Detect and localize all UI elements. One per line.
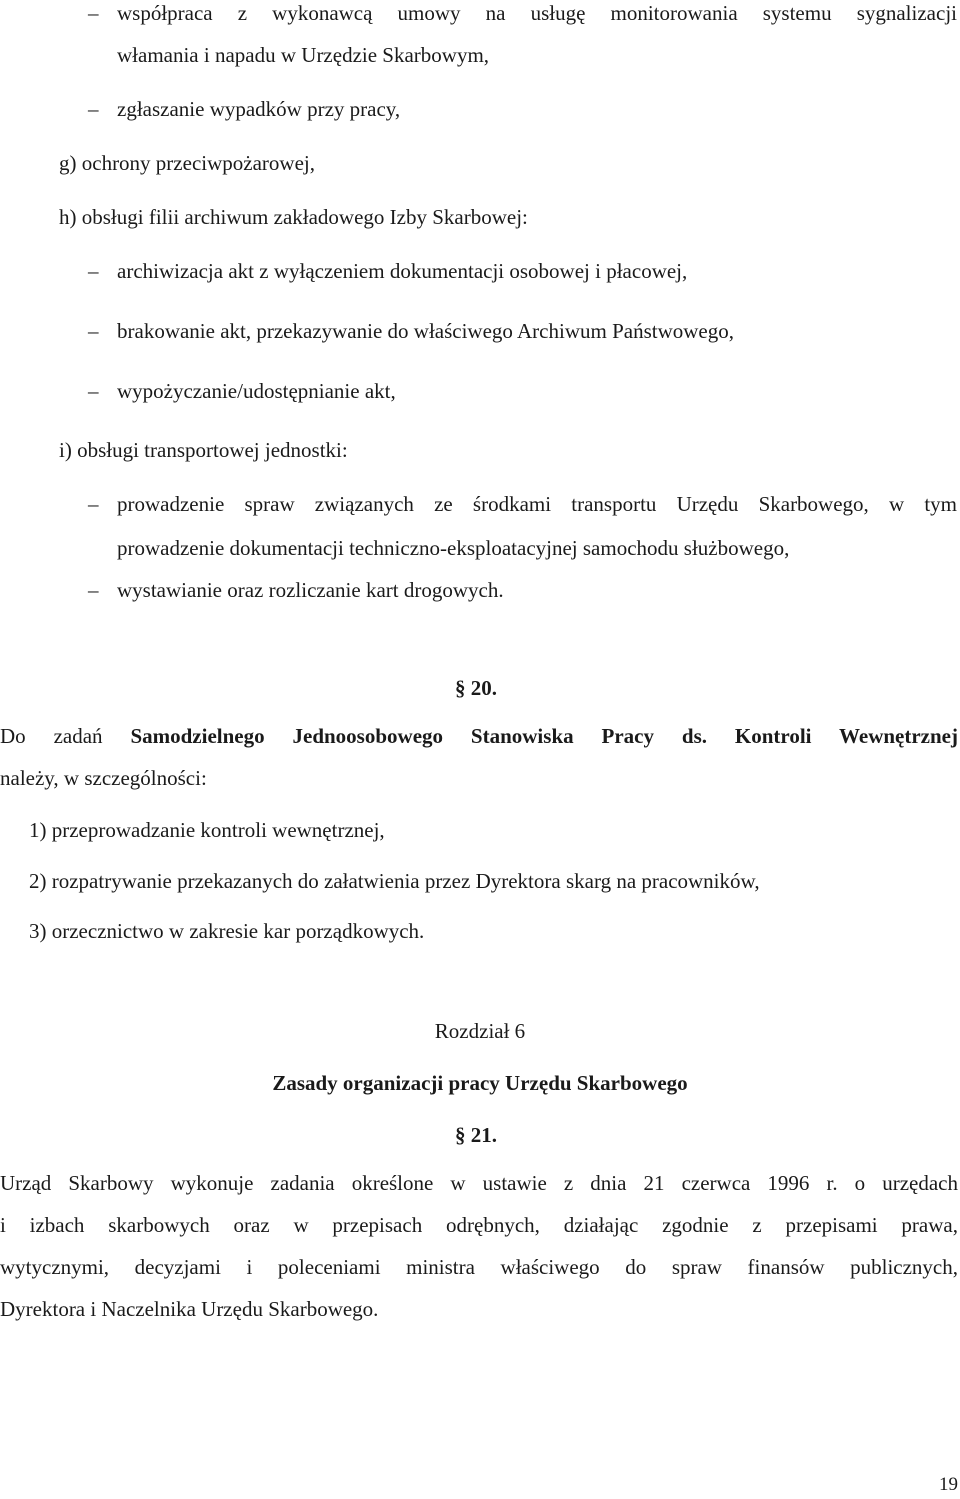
section-20-intro <box>0 723 958 749</box>
list-dash: – <box>88 492 99 516</box>
intro-bold: Samodzielnego Jednoosobowego Stanowiska Pracy ds. Kontroli Wewnętrznej <box>130 724 958 748</box>
section-21-paragraph <box>0 1170 958 1338</box>
list-item-text: wypożyczanie/udostępnianie akt, <box>117 379 396 403</box>
list-item-text: brakowanie akt, przekazywanie do właściwego Archiwum Państwowego, <box>117 319 734 343</box>
page-number: 19 <box>939 1474 958 1495</box>
list-dash: – <box>88 379 99 403</box>
list-item-text: włamania i napadu w Urzędzie Skarbowym, <box>117 43 490 67</box>
list-item-i: i) obsługi transportowej jednostki: <box>59 438 348 462</box>
list-item-text: zgłaszanie wypadków przy pracy, <box>117 97 401 121</box>
paragraph-line: Dyrektora i Naczelnika Urzędu Skarbowego. <box>0 1297 379 1321</box>
section-20-mark: § 20. <box>455 676 497 700</box>
section-20-intro-suffix: należy, w szczególności: <box>0 766 207 790</box>
list-item-text: prowadzenie spraw związanych ze środkami transportu Urzędu Skarbowego, w tym <box>117 492 957 516</box>
list-dash: – <box>88 97 99 121</box>
list-item-text: wystawianie oraz rozliczanie kart drogowych. <box>117 578 504 602</box>
list-dash: – <box>88 578 99 602</box>
list-item-text: archiwizacja akt z wyłączeniem dokumentacji osobowej i płacowej, <box>117 259 688 283</box>
list-dash: – <box>88 319 99 343</box>
chapter-title: Zasady organizacji pracy Urzędu Skarbowego <box>272 1071 688 1095</box>
list-item-text: współpraca z wykonawcą umowy na usługę monitorowania systemu sygnalizacji <box>117 1 957 25</box>
section-20-item: 2) rozpatrywanie przekazanych do załatwienia przez Dyrektora skarg na pracowników, <box>29 869 760 893</box>
section-20-item: 1) przeprowadzanie kontroli wewnętrznej, <box>29 818 385 842</box>
section-20-item: 3) orzecznictwo w zakresie kar porządkowych. <box>29 919 425 943</box>
list-item-h: h) obsługi filii archiwum zakładowego Izby Skarbowej: <box>59 205 528 229</box>
list-item-g: g) ochrony przeciwpożarowej, <box>59 151 315 175</box>
list-dash: – <box>88 259 99 283</box>
list-dash: – <box>88 1 99 25</box>
paragraph-line: i izbach skarbowych oraz w przepisach odrębnych, działając zgodnie z przepisami prawa, <box>0 1213 958 1237</box>
chapter-number: Rozdział 6 <box>434 1019 526 1043</box>
list-item-text: prowadzenie dokumentacji techniczno-eksploatacyjnej samochodu służbowego, <box>117 536 790 560</box>
paragraph-line: Urząd Skarbowy wykonuje zadania określone w ustawie z dnia 21 czerwca 1996 r. o urzędach <box>0 1171 958 1195</box>
section-21-mark: § 21. <box>455 1123 497 1147</box>
paragraph-line: wytycznymi, decyzjami i poleceniami ministra właściwego do spraw finansów publicznych, <box>0 1255 958 1279</box>
intro-prefix: Do zadań <box>0 724 131 748</box>
